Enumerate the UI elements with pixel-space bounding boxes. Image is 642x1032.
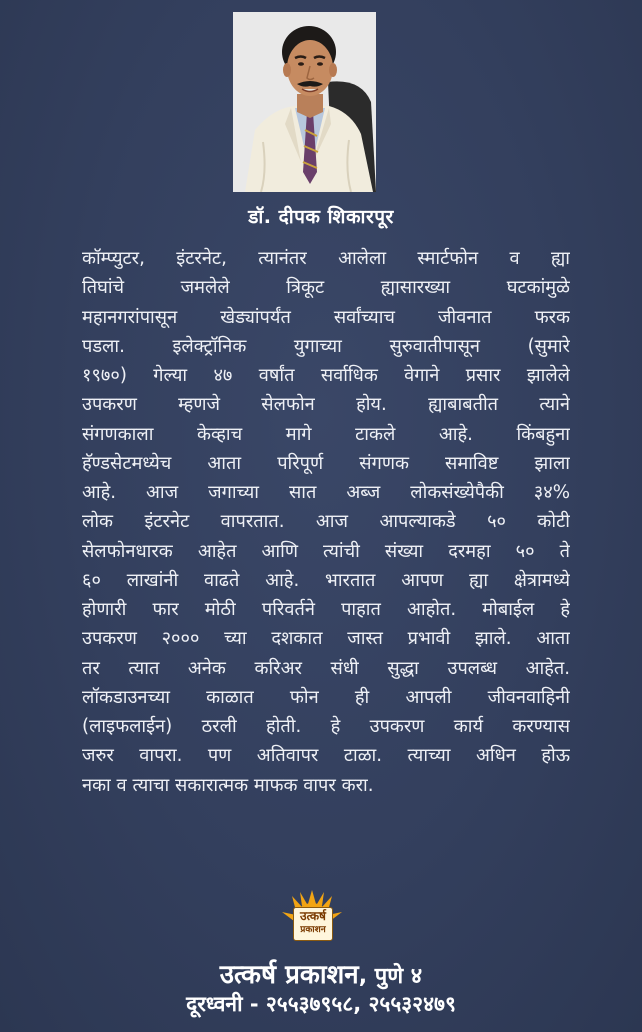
blurb-line: सेलफोनधारक आहेत आणि त्यांची संख्या दरमहा ५० ते [82, 540, 570, 562]
blurb-line: नका व त्याचा सकारात्मक माफक वापर करा. [82, 774, 374, 796]
blurb-line: तिघांचे जमलेले त्रिकूट ह्यासारख्या घटकांमुळे [82, 277, 570, 299]
blurb-text [82, 244, 570, 800]
blurb-line: १९७०) गेल्या ४७ वर्षांत सर्वाधिक वेगाने प्रसार झालेले [82, 365, 570, 386]
blurb-line: कॉम्प्युटर, इंटरनेट, त्यानंतर आलेला स्मार्टफोन व ह्या [82, 248, 570, 269]
author-portrait-image [233, 12, 376, 192]
publisher-phone: दूरध्वनी - २५५३७९५८, २५५३२४७९ [186, 992, 456, 1016]
blurb-line: ६० लाखांनी वाढते आहे. भारतात आपण ह्या क्षेत्रामध्ये [82, 569, 570, 591]
blurb-line: लॉकडाउनच्या काळात फोन ही आपली जीवनवाहिनी [82, 686, 570, 708]
blurb-line: लोक इंटरनेट वापरतात. आज आपल्याकडे ५० कोटी [82, 511, 570, 533]
blurb-line: महानगरांपासून खेड्यांपर्यंत सर्वांच्याच जीवनात फरक [82, 306, 570, 328]
publisher-city: , पुणे ४ [358, 964, 423, 989]
blurb-line: जरुर वापरा. पण अतिवापर टाळा. त्याच्या अधिन होऊ [82, 745, 570, 767]
author-name: डॉ. दीपक शिकारपूर [248, 206, 394, 228]
author-photo [233, 12, 376, 192]
logo-line-1: उत्कर्ष [300, 909, 326, 923]
publisher-line [0, 955, 642, 991]
blurb-line: आहे. आज जगाच्या सात अब्ज लोकसंख्येपैकी ३४% [82, 482, 570, 503]
publisher-logo [280, 888, 344, 950]
blurb-line: हॅण्डसेटमध्येच आता परिपूर्ण संगणक समाविष्ट झाला [82, 452, 570, 474]
blurb-line: तर त्यात अनेक करिअर संधी सुद्धा उपलब्ध आहेत. [82, 657, 570, 679]
blurb-line: होणारी फार मोठी परिवर्तने पाहात आहोत. मोबाईल हे [82, 599, 570, 620]
blurb-line: उपकरण २००० च्या दशकात जास्त प्रभावी झाले. आता [82, 628, 570, 650]
logo-line-2: प्रकाशन [300, 925, 326, 935]
blurb-line: पडला. इलेक्ट्रॉनिक युगाच्या सुरुवातीपासून (सुमारे [82, 335, 570, 357]
publisher-name: उत्कर्ष प्रकाशन [219, 960, 359, 990]
logo-label [293, 907, 333, 941]
blurb-line: उपकरण म्हणजे सेलफोन होय. ह्याबाबतीत त्याने [82, 394, 570, 416]
blurb-line: संगणकाला केव्हाच मागे टाकले आहे. किंबहुना [82, 423, 570, 445]
blurb-line: (लाइफलाईन) ठरली होती. हे उपकरण कार्य करण्यास [82, 716, 570, 737]
